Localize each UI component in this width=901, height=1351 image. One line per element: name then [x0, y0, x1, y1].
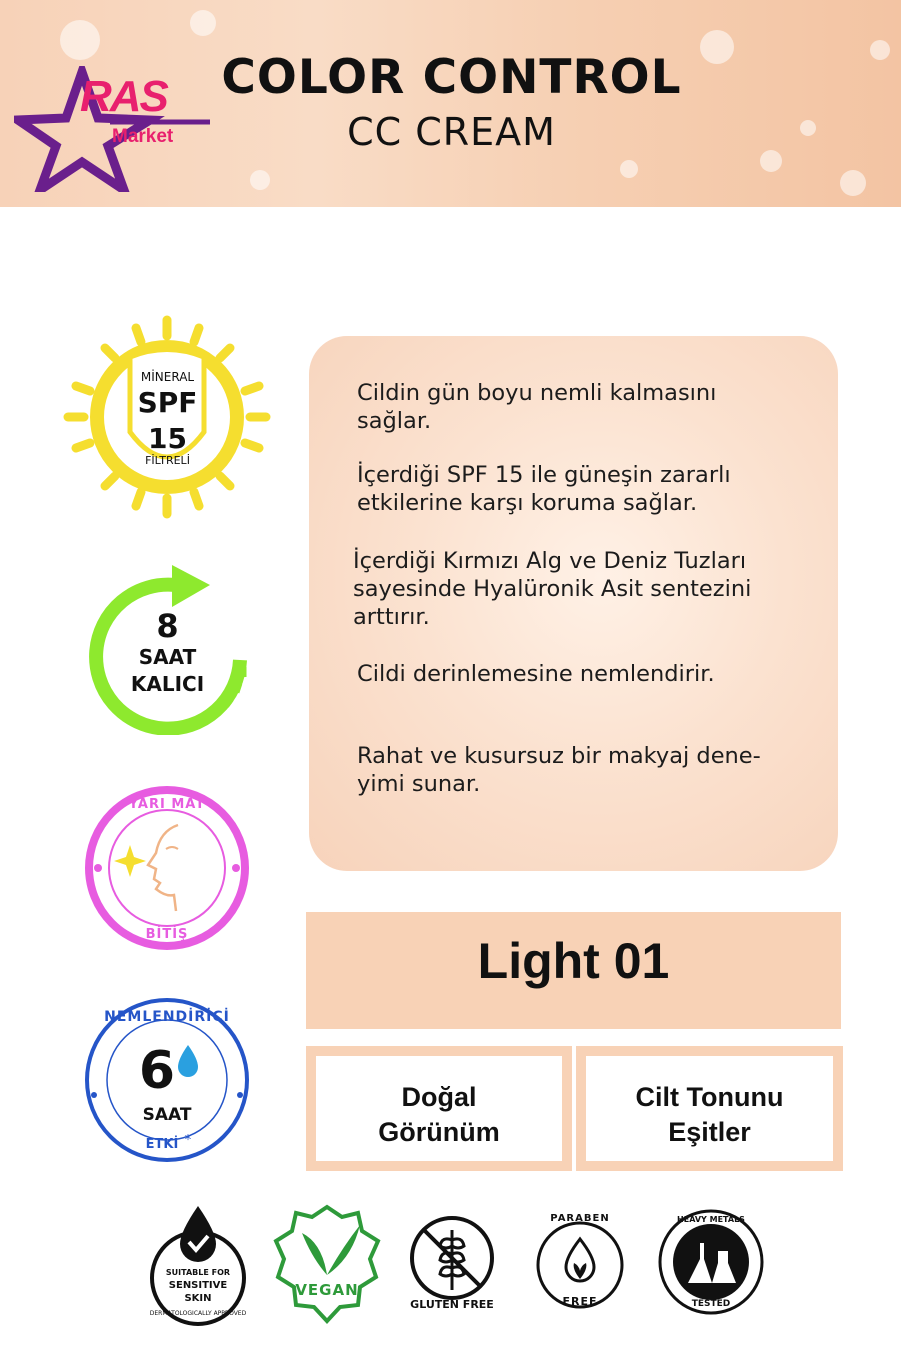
spf-label: SPF	[137, 386, 198, 419]
finish-bottom-label: BİTİŞ	[145, 927, 189, 942]
description-panel	[309, 336, 838, 871]
paraben-bottom-label: FREE	[562, 1295, 598, 1308]
metals-bottom-label: TESTED	[691, 1299, 731, 1309]
feature-text: Cilt Tonunu Eşitler	[635, 1082, 784, 1147]
description-paragraph: İçerdiği Kırmızı Alg ve Deniz Tuzları sayesinde Hyalüronik Asit sentezini arttırır.	[353, 548, 752, 630]
logo-word: RAS	[80, 72, 167, 121]
spf-badge	[60, 312, 275, 522]
feature-box	[576, 1046, 843, 1171]
lasting-number: 8	[156, 607, 179, 645]
logo-subtitle: Market	[112, 126, 174, 147]
moisture-badge	[82, 995, 252, 1165]
gluten-free-label: GLUTEN FREE	[410, 1298, 494, 1311]
lasting-line2: KALICI	[130, 672, 205, 696]
moisture-bottom-label: ETKİ	[145, 1137, 179, 1152]
description-paragraph: Cildin gün boyu nemli kalmasını sağlar.	[357, 380, 717, 434]
lasting-line1: SAAT	[138, 645, 197, 669]
paraben-free-badge	[530, 1205, 630, 1320]
moisture-unit: SAAT	[142, 1105, 192, 1125]
description-paragraph: Rahat ve kusursuz bir makyaj dene- yimi sunar.	[357, 743, 761, 797]
sensitive-line1: SUITABLE FOR	[165, 1268, 231, 1277]
description-paragraph: Cildi derinlemesine nemlendirir.	[357, 661, 715, 687]
leaf-icon	[272, 1203, 382, 1325]
page-title: COLOR CONTROL	[221, 50, 682, 105]
page-subtitle: CC CREAM	[347, 110, 556, 154]
check-drop-icon	[148, 1198, 248, 1328]
sensitive-line2: SENSITIVE	[168, 1280, 228, 1291]
vegan-badge	[272, 1203, 382, 1325]
moisture-top-label: NEMLENDİRİCİ	[104, 1009, 230, 1025]
spf-number: 15	[148, 422, 187, 455]
sensitive-skin-badge	[148, 1198, 248, 1328]
sensitive-line3: SKIN	[184, 1293, 212, 1304]
lasting-badge	[80, 555, 255, 735]
feature-box	[306, 1046, 572, 1171]
sensitive-arc-label: DERMATOLOGICALLY APPROVED	[149, 1310, 247, 1317]
finish-badge	[82, 783, 252, 953]
header-banner	[0, 0, 901, 207]
moisture-number: 6	[138, 1041, 176, 1101]
finish-top-label: YARI MAT	[128, 797, 206, 812]
paraben-top-label: PARABEN	[550, 1213, 610, 1224]
moisture-asterisk: *	[184, 1133, 192, 1148]
vegan-label: VEGAN	[295, 1281, 359, 1299]
spf-bottom-label: FİLTRELİ	[145, 454, 190, 467]
heavy-metals-badge	[656, 1207, 766, 1317]
shade-label: Light 01	[477, 933, 670, 989]
description-paragraph: İçerdiği SPF 15 ile güneşin zararlı etkilerine karşı koruma sağlar.	[357, 462, 731, 516]
gluten-free-badge	[402, 1210, 502, 1320]
shade-box	[306, 912, 841, 1029]
feature-text: Doğal Görünüm	[378, 1082, 500, 1147]
metals-top-label: HEAVY METALS	[677, 1215, 745, 1224]
spf-top-label: MİNERAL	[140, 370, 195, 384]
